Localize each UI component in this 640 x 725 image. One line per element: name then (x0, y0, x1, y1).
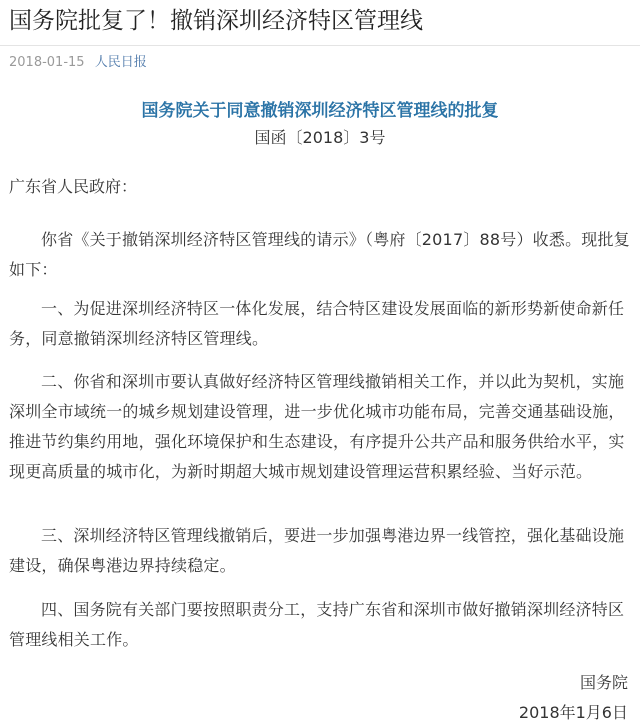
document-number: 国函〔2018〕3号 (254, 128, 386, 147)
paragraph-item-3: 三、深圳经济特区管理线撤销后，要进一步加强粤港边界一线管控，强化基础设施建设，确保粤港边界持续稳定。 (9, 526, 625, 575)
paragraph-item-4: 四、国务院有关部门要按照职责分工，支持广东省和深圳市做好撤销深圳经济特区管理线相关工作。 (9, 600, 625, 649)
document-sign-date: 2018年1月6日 (518, 703, 628, 722)
paragraph-item-1: 一、为促进深圳经济特区一体化发展，结合特区建设发展面临的新形势新使命新任务，同意撤销深圳经济特区管理线。 (9, 299, 625, 348)
article-date: 2018-01-15 (9, 55, 85, 70)
article-meta (9, 54, 147, 72)
header-divider (0, 45, 640, 46)
document-signature: 国务院 (579, 673, 628, 692)
document-title: 国务院关于同意撤销深圳经济特区管理线的批复 (141, 101, 499, 121)
article-headline: 国务院批复了！撤销深圳经济特区管理线 (9, 8, 423, 34)
paragraph-item-2: 二、你省和深圳市要认真做好经济特区管理线撤销相关工作，并以此为契机，实施深圳全市域统一的城乡规划建设管理，进一步优化城市功能布局，完善交通基础设施，推进节约集约用地，强化环境保护和生态建设，有序提升公共产品和服务供给水平，实现更高质量的城市化，为新时期超大城市规划建设管理运营积累经验、当好示范。 (9, 372, 625, 481)
document-addressee: 广东省人民政府： (9, 177, 138, 196)
article-source-link[interactable]: 人民日报 (94, 55, 147, 70)
paragraph-intro: 你省《关于撤销深圳经济特区管理线的请示》（粤府〔2017〕88号）收悉。现批复如下： (9, 230, 630, 279)
